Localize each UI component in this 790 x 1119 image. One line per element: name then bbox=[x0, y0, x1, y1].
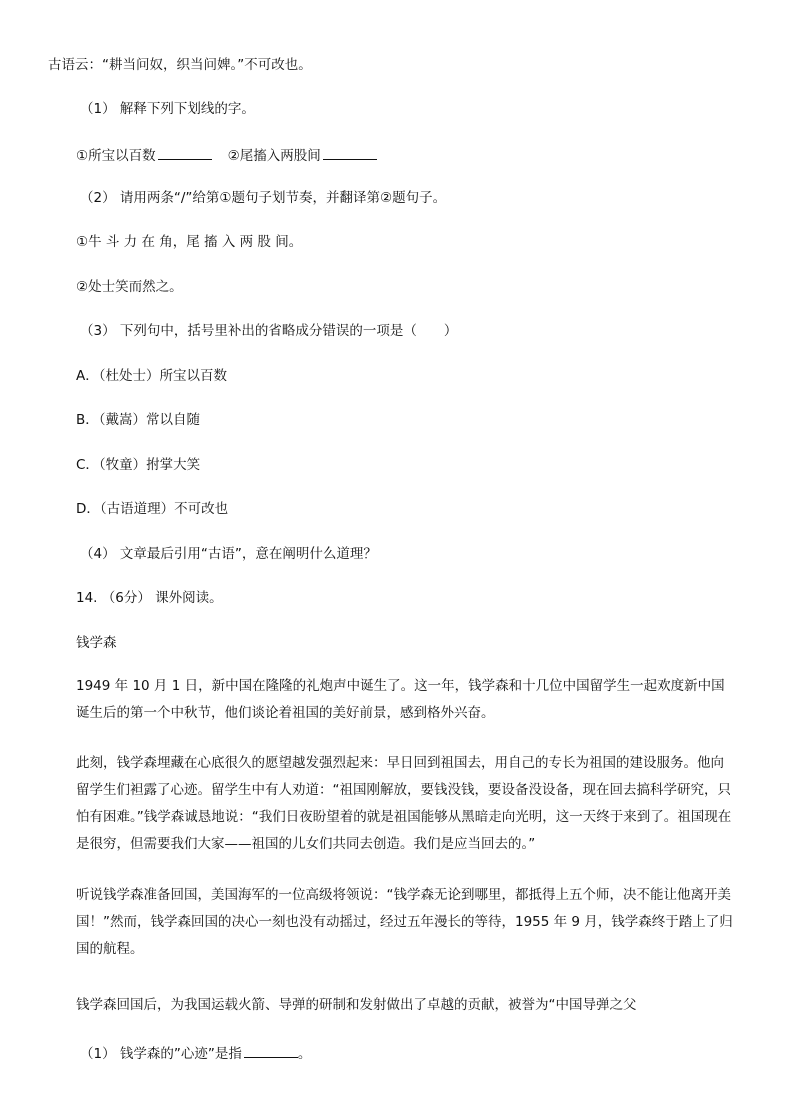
question-1-item-2: ②尾搐入两股间 bbox=[227, 148, 321, 164]
option-a[interactable]: A．（杜处士）所宝以百数 bbox=[76, 368, 227, 384]
question-1-prompt: （1） 解释下列下划线的字。 bbox=[80, 101, 255, 117]
question-4-prompt: （4） 文章最后引用“古语”，意在阐明什么道理？ bbox=[80, 546, 377, 562]
option-d[interactable]: D．（古语道理）不可改也 bbox=[76, 501, 229, 517]
reading-paragraph-4: 钱学森回国后，为我国运载火箭、导弹的研制和发射做出了卓越的贡献，被誉为“中国导弹之父 bbox=[76, 997, 637, 1013]
reading-paragraph-2: 此刻，钱学森埋藏在心底很久的愿望越发强烈起来：早日回到祖国去，用自己的专长为祖国的建设服务。他向留学生们袒露了心迹。留学生中有人劝道：“祖国刚解放，要钱没钱，要设备没设备，现在回去搞科学研究，只怕有困难。”钱学森诚恳地说：“我们日夜盼望着的就是祖国能够从黑暗走向光明，这一天终于来到了。祖国现在是很穷，但需要我们大家——祖国的儿女们共同去创造。我们是应当回去的。” bbox=[76, 755, 732, 852]
sub-question-1-text: （1） 钱学森的”心迹”是指 bbox=[80, 1046, 242, 1062]
question-14-header: 14. （6分） 课外阅读。 bbox=[76, 590, 223, 606]
answer-blank[interactable] bbox=[323, 145, 377, 160]
question-14-sub-1 bbox=[80, 1043, 311, 1063]
question-1-items bbox=[76, 145, 377, 165]
reading-paragraph-3: 听说钱学森准备回国，美国海军的一位高级将领说：“钱学森无论到哪里，都抵得上五个师，决不能让他离开美国！”然而，钱学森回国的决心一刻也没有动摇过，经过五年漫长的等待，1955 年 9 月，钱学森终于踏上了归国的航程。 bbox=[76, 887, 733, 957]
answer-blank[interactable] bbox=[158, 145, 212, 160]
reading-paragraph-1: 1949 年 10 月 1 日，新中国在隆隆的礼炮声中诞生了。这一年，钱学森和十几位中国留学生一起欢度新中国诞生后的第一个中秋节，他们谈论着祖国的美好前景，感到格外兴奋。 bbox=[76, 678, 725, 721]
question-2-item-2: ②处士笑而然之。 bbox=[76, 279, 183, 295]
question-3-prompt: （3） 下列句中，括号里补出的省略成分错误的一项是（ ） bbox=[80, 323, 458, 339]
question-1-item-1: ①所宝以百数 bbox=[76, 148, 156, 164]
option-b[interactable]: B．（戴嵩）常以自随 bbox=[76, 412, 201, 428]
question-2-item-1: ①牛 斗 力 在 角，尾 搐 入 两 股 间。 bbox=[76, 234, 303, 250]
answer-blank[interactable] bbox=[244, 1043, 298, 1058]
reading-title: 钱学森 bbox=[76, 635, 117, 651]
passage-closing-quote: 古语云：“耕当问奴，织当问婢。”不可改也。 bbox=[48, 57, 312, 73]
question-2-prompt: （2） 请用两条“/”给第①题句子划节奏，并翻译第②题句子。 bbox=[80, 190, 447, 206]
sub-question-1-end: 。 bbox=[297, 1046, 312, 1062]
option-c[interactable]: C．（牧童）拊掌大笑 bbox=[76, 457, 201, 473]
